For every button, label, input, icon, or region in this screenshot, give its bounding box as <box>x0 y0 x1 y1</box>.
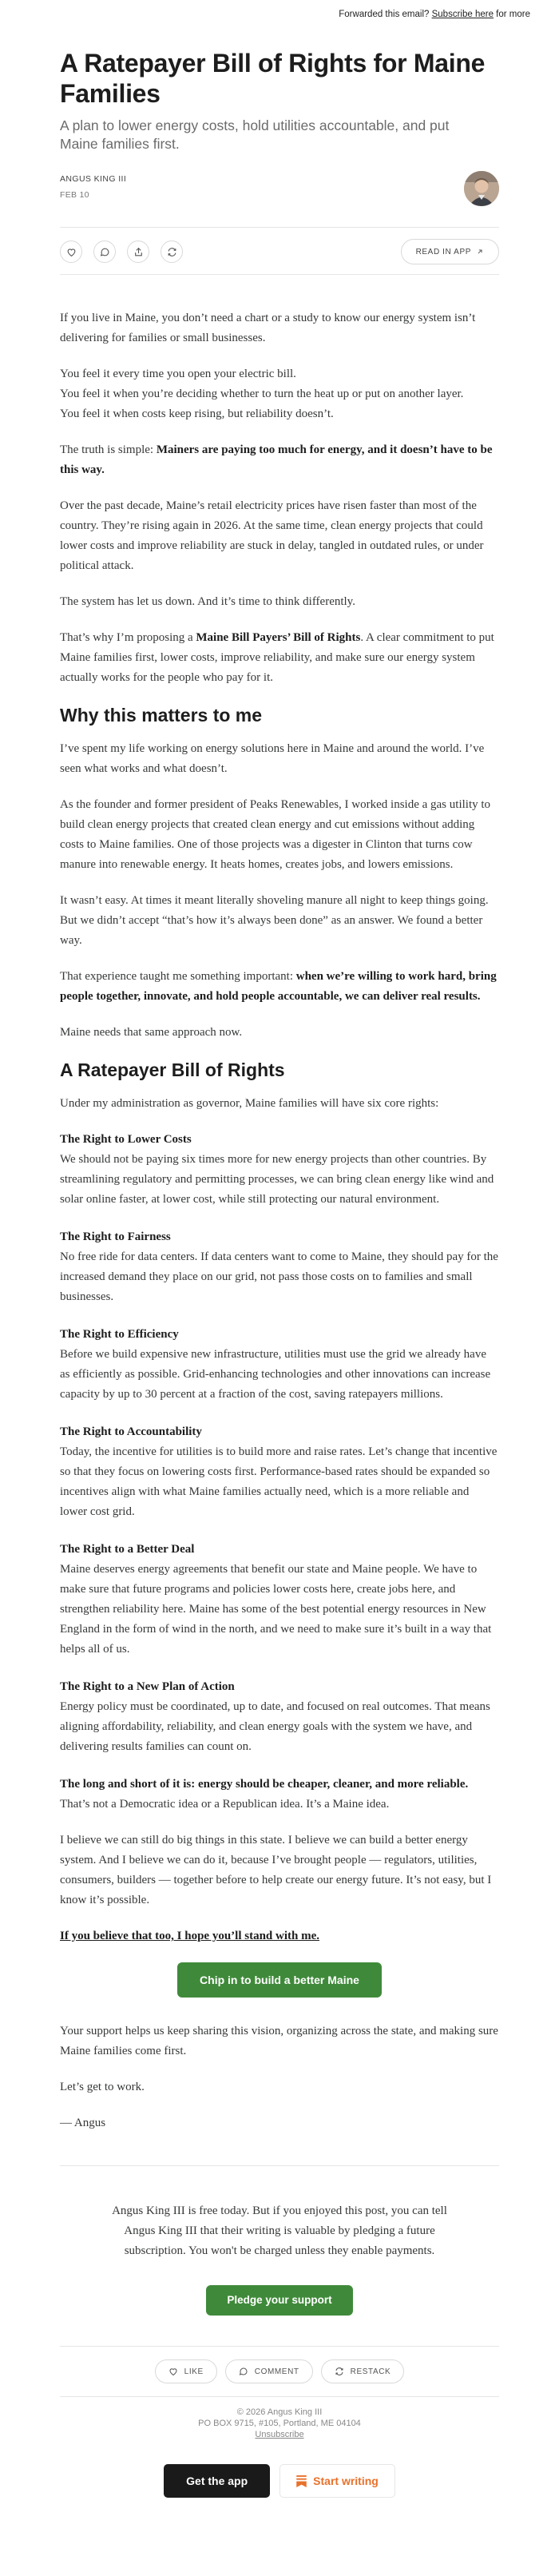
post-header <box>0 29 559 213</box>
paragraph: Over the past decade, Maine’s retail electricity prices have risen faster than most of the country. They’re rising again in 2026. At the same time, clean energy projects that could lower costs and improve reliability are stuck in delay, tangled in outdated rules, or under political attack. <box>60 499 484 572</box>
paragraph-line: You feel it when you’re deciding whether to turn the heat up or put on another layer. <box>60 388 464 400</box>
heart-icon <box>66 247 77 257</box>
right-text: Maine deserves energy agreements that benefit our state and Maine people. We have to make sure that future programs and policies lower costs here, create jobs here, and strengthen reliability here. Maine has some of the best potential energy resources in New England in the form of wind in the north, and we need to make sure it’s built in a way that helps all of us. <box>60 1563 492 1656</box>
paragraph-tail: That’s not a Democratic idea or a Republican idea. It’s a Maine idea. <box>60 1798 390 1811</box>
post-date: FEB 10 <box>60 190 89 200</box>
stand-with-me-link[interactable]: If you believe that too, I hope you’ll stand with me. <box>60 1930 320 1942</box>
footer-legal <box>0 2397 559 2440</box>
cta-wrap <box>60 1962 499 1998</box>
restack-button[interactable] <box>161 241 183 263</box>
paragraph <box>60 440 499 480</box>
right-title: The Right to a New Plan of Action <box>60 1680 235 1693</box>
avatar[interactable] <box>464 171 499 206</box>
comment-label: COMMENT <box>254 2367 299 2376</box>
right-item <box>60 1540 499 1660</box>
like-label: LIKE <box>184 2367 204 2376</box>
paragraph-tail: . A clear commitment to put Maine families first, lower costs, improve reliability, and make sure our energy system actually works for the people who pay for it. <box>60 631 494 684</box>
share-icon <box>133 247 144 257</box>
paragraph <box>60 967 499 1007</box>
paragraph-bold: Maine Bill Payers’ Bill of Rights <box>196 631 361 644</box>
author-name[interactable]: ANGUS KING III <box>60 174 127 184</box>
footer-restack-button[interactable] <box>321 2359 405 2383</box>
social-actions <box>0 2347 559 2383</box>
copyright: © 2026 Angus King III <box>236 2407 323 2417</box>
start-writing-label: Start writing <box>313 2475 379 2487</box>
section-heading-why: Why this matters to me <box>60 705 263 725</box>
right-item <box>60 1422 499 1522</box>
forward-suffix: for more <box>496 10 530 19</box>
paragraph-lead: That experience taught me something important: <box>60 970 296 983</box>
right-title: The Right to Fairness <box>60 1230 171 1243</box>
paragraph-bold: Mainers are paying too much for energy, and it doesn’t have to be this way. <box>60 443 493 476</box>
forward-banner <box>0 0 559 29</box>
section-heading-bill: A Ratepayer Bill of Rights <box>60 1059 285 1080</box>
pledge-wrap <box>0 2285 559 2316</box>
like-button[interactable] <box>60 241 82 263</box>
restack-label: RESTACK <box>350 2367 391 2376</box>
pledge-note: Angus King III is free today. But if you enjoyed this post, you can tell Angus King III that their writing is valuable by pledging a future subscription. You won't be charged unless they enable payments. <box>112 2204 447 2257</box>
restack-icon <box>167 247 177 257</box>
paragraph: As the founder and former president of Peaks Renewables, I worked inside a gas utility to build clean energy projects that created clean energy and cut emissions without adding costs to Maine families. One of those projects was a digester in Clinton that turns cow manure into renewable energy. It heats homes, creates jobs, and lowers emissions. <box>60 798 491 871</box>
unsubscribe-link[interactable]: Unsubscribe <box>255 2430 304 2439</box>
read-in-app-label: READ IN APP <box>415 247 471 256</box>
paragraph-lead: That’s why I’m proposing a <box>60 631 196 644</box>
paragraph: The system has let us down. And it’s time to think differently. <box>60 595 355 608</box>
right-title: The Right to Accountability <box>60 1425 202 1438</box>
paragraph <box>60 364 499 424</box>
paragraph: If you live in Maine, you don’t need a chart or a study to know our energy system isn’t delivering for families or small businesses. <box>60 312 476 344</box>
right-title: The Right to a Better Deal <box>60 1543 195 1556</box>
arrow-up-right-icon <box>476 248 484 256</box>
right-text: Today, the incentive for utilities is to build more and raise rates. Let’s change that incentive so that they focus on lowering costs first. Performance-based rates should be expanded so incentives align with what Maine families actually need, which is a more reliable and lower cost grid. <box>60 1445 498 1518</box>
paragraph: It wasn’t easy. At times it meant literally shoveling manure all night to keep things going. But we didn’t accept “that’s how it’s always been done” as an answer. We found a better way. <box>60 894 489 947</box>
paragraph-bold: The long and short of it is: energy should be cheaper, cleaner, and more reliable. <box>60 1778 469 1791</box>
post-body <box>0 275 559 2133</box>
right-item <box>60 1325 499 1405</box>
comment-button[interactable] <box>93 241 116 263</box>
comment-icon <box>100 247 110 257</box>
forward-text: Forwarded this email? <box>339 10 430 19</box>
paragraph <box>60 1775 499 1815</box>
paragraph: Maine needs that same approach now. <box>60 1026 243 1039</box>
paragraph-line: You feel it when costs keep rising, but reliability doesn’t. <box>60 407 334 420</box>
substack-logo-icon <box>296 2475 307 2487</box>
subscribe-link[interactable]: Subscribe here <box>431 10 494 19</box>
right-text: We should not be paying six times more for new energy projects than other countries. By streamlining regulatory and permitting processes, we can bring clean energy like wind and solar online faster, at lower cost, while still protecting our natural environment. <box>60 1153 494 1206</box>
right-item <box>60 1130 499 1210</box>
share-button[interactable] <box>127 241 149 263</box>
post-subtitle: A plan to lower energy costs, hold utilities accountable, and put Maine families first. <box>60 117 450 152</box>
author-photo-icon <box>464 171 499 206</box>
footer-like-button[interactable] <box>155 2359 217 2383</box>
start-writing-button[interactable] <box>280 2464 395 2498</box>
byline <box>60 174 499 213</box>
comment-icon <box>239 2367 248 2376</box>
right-text: No free ride for data centers. If data centers want to come to Maine, they should pay for the increased demand they place on our grid, not pass those costs on to families and small businesses. <box>60 1250 498 1303</box>
paragraph: Let’s get to work. <box>60 2081 145 2093</box>
footer-comment-button[interactable] <box>225 2359 313 2383</box>
paragraph: Your support helps us keep sharing this vision, organizing across the state, and making sure Maine families come first. <box>60 2025 498 2057</box>
heart-icon <box>168 2367 178 2376</box>
right-item <box>60 1677 499 1757</box>
right-text: Before we build expensive new infrastructure, utilities must use the grid we already have as efficiently as possible. Grid-enhancing technologies and other innovations can increase capacity by up to 30 percent at a fraction of the cost, saving ratepayers millions. <box>60 1348 491 1401</box>
right-item <box>60 1227 499 1307</box>
chip-in-button[interactable]: Chip in to build a better Maine <box>177 1962 382 1998</box>
right-title: The Right to Efficiency <box>60 1328 179 1341</box>
signoff: — Angus <box>60 2117 106 2129</box>
address: PO BOX 9715, #105, Portland, ME 04104 <box>198 2419 361 2428</box>
post-action-bar <box>60 227 499 275</box>
footer-buttons <box>0 2464 559 2498</box>
paragraph: I’ve spent my life working on energy solutions here in Maine and around the world. I’ve seen what works and what doesn’t. <box>60 742 485 775</box>
paragraph-line: You feel it every time you open your electric bill. <box>60 368 296 380</box>
pledge-button[interactable]: Pledge your support <box>206 2285 352 2316</box>
paragraph: I believe we can still do big things in this state. I believe we can build a better energy system. And I believe we can do it, because I’ve brought people — regulators, utilities, consumers, builders — together before to help create our energy future. It’s not easy, but I know it’s possible. <box>60 1834 492 1906</box>
right-title: The Right to Lower Costs <box>60 1133 192 1146</box>
restack-icon <box>335 2367 344 2376</box>
post-title[interactable]: A Ratepayer Bill of Rights for Maine Families <box>60 49 486 108</box>
paragraph: Under my administration as governor, Maine families will have six core rights: <box>60 1097 439 1110</box>
get-app-label: Get the app <box>186 2475 248 2487</box>
get-the-app-button[interactable] <box>164 2464 270 2498</box>
paragraph <box>60 628 499 688</box>
paragraph-bold: when we’re willing to work hard, bring people together, innovate, and hold people accountable, we can deliver real results. <box>60 970 497 1003</box>
paragraph-lead: The truth is simple: <box>60 443 157 456</box>
read-in-app-button[interactable] <box>401 239 499 264</box>
right-text: Energy policy must be coordinated, up to date, and focused on real outcomes. That means aligning affordability, reliability, and clean energy goals with the system we have, and delivering results families can count on. <box>60 1700 490 1753</box>
paragraph <box>60 1926 499 1946</box>
